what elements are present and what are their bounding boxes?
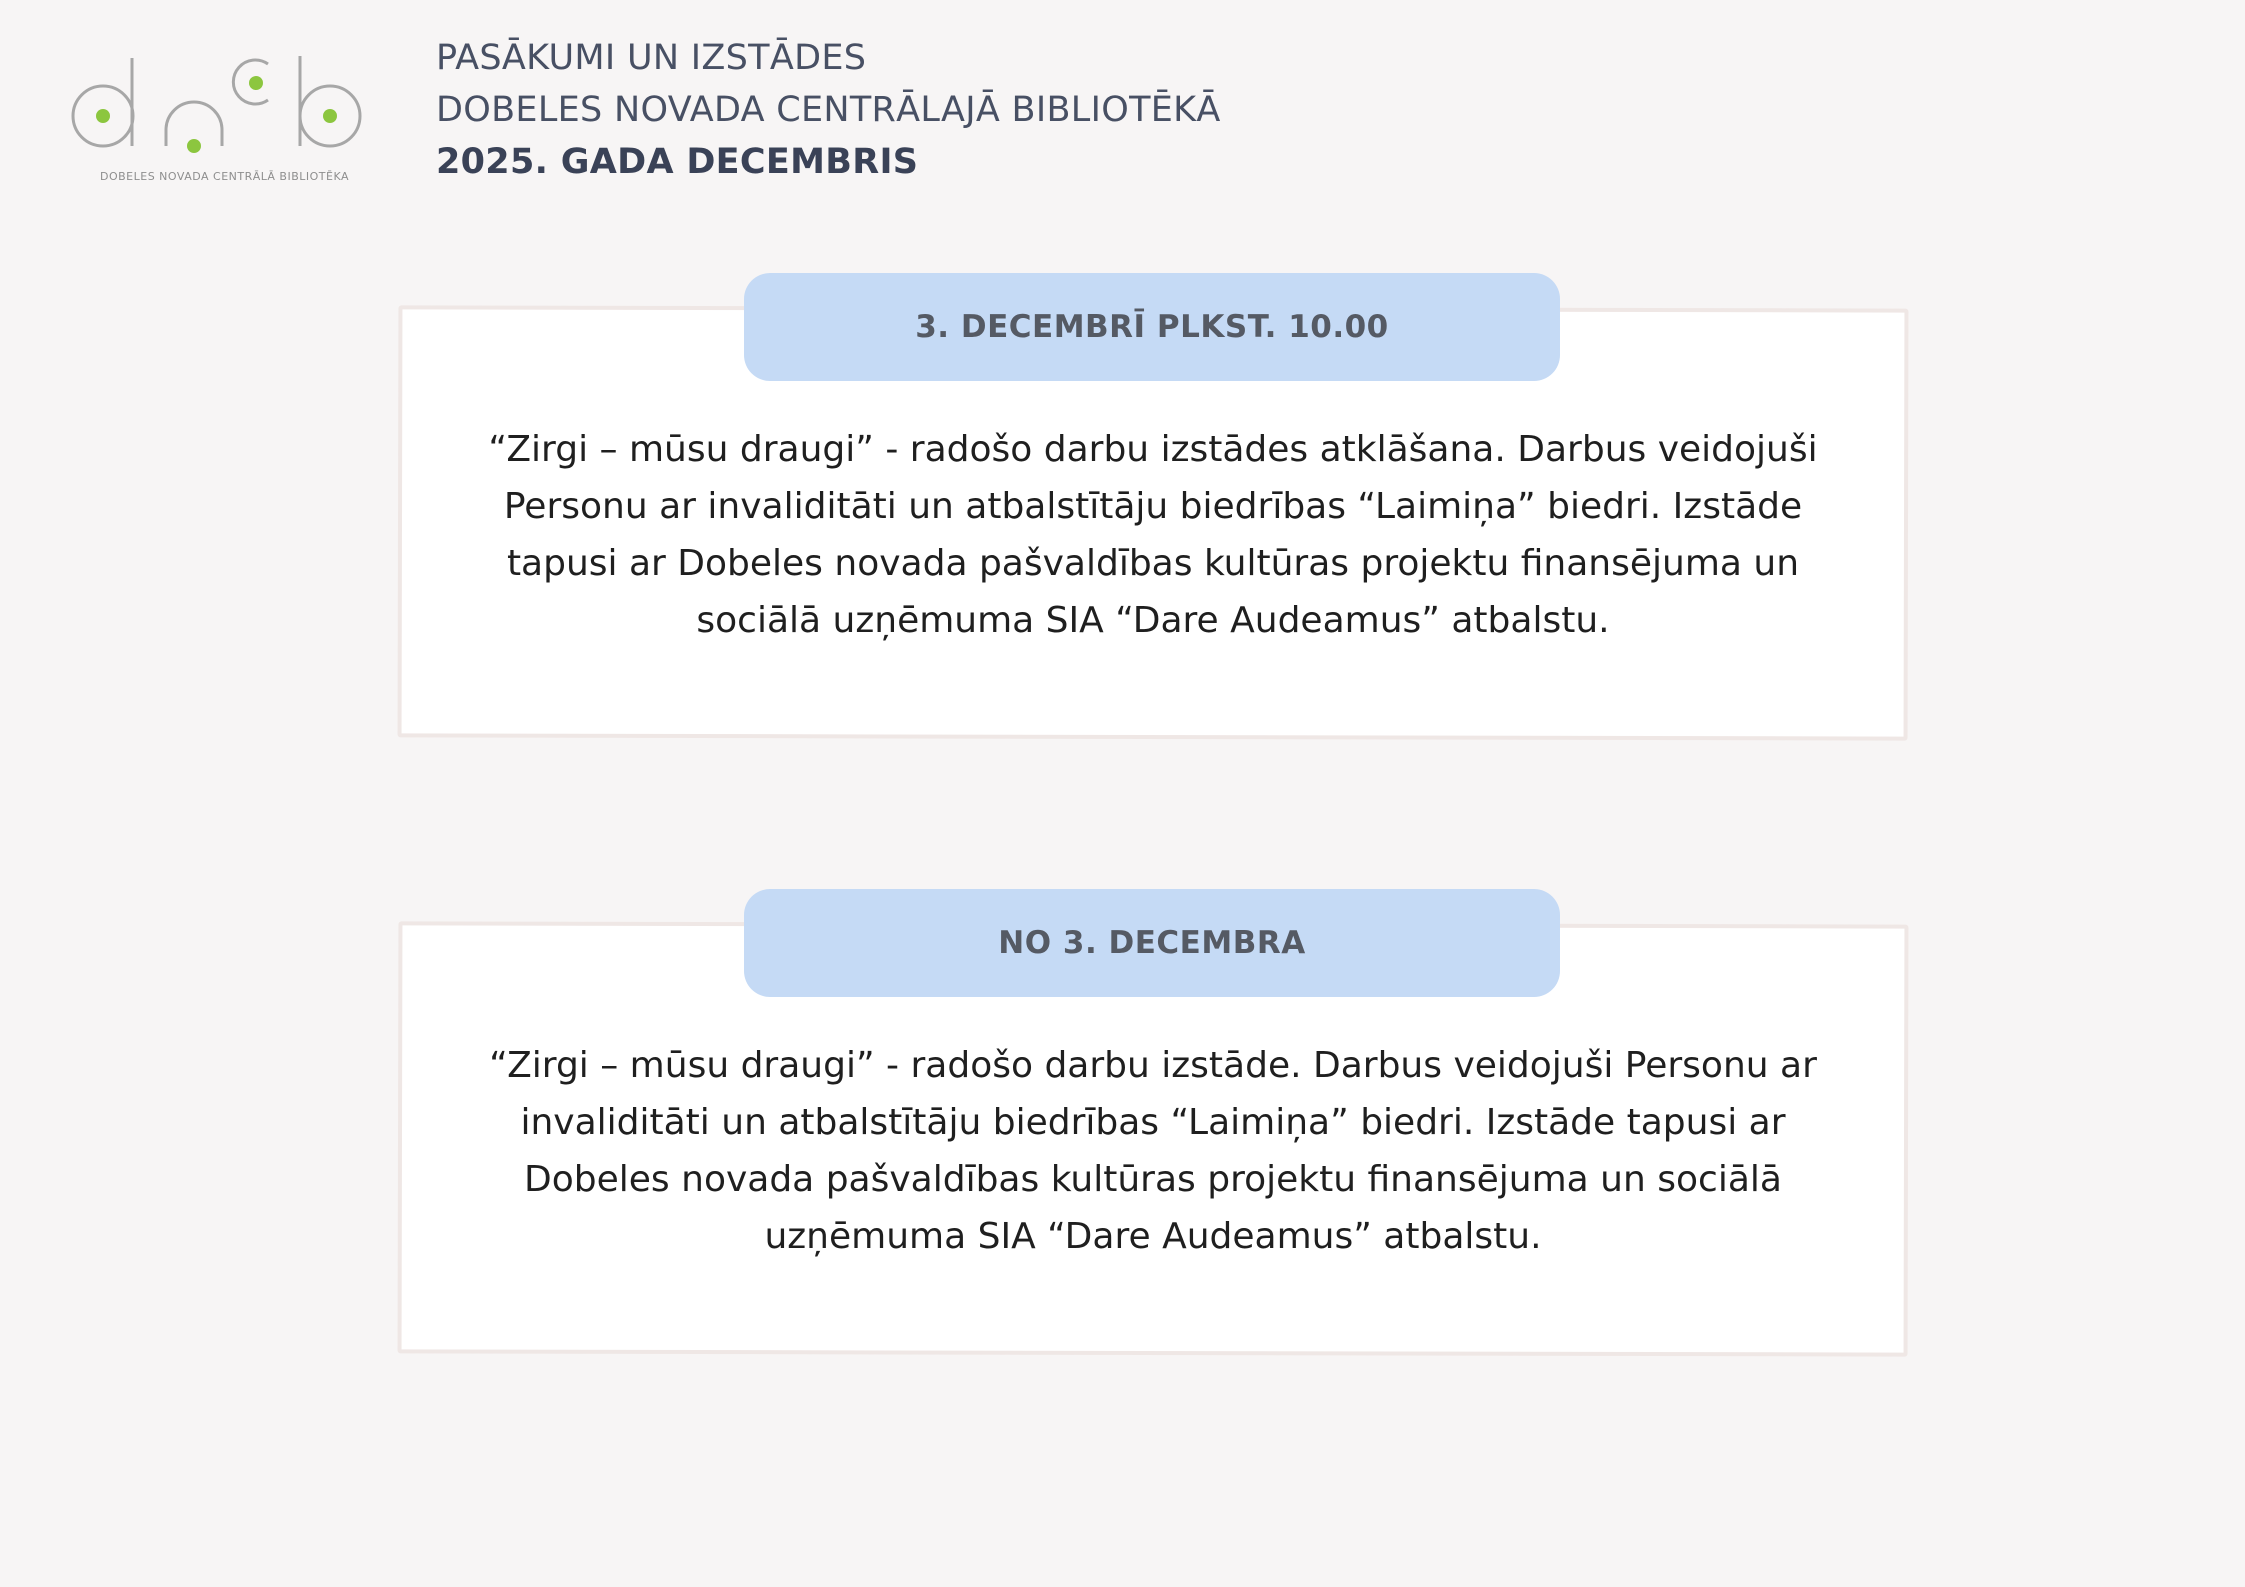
- page-header: [436, 32, 1221, 188]
- logo-caption: DOBELES NOVADA CENTRĀLĀ BIBLIOTĒKA: [100, 170, 349, 183]
- header-title: PASĀKUMI UN IZSTĀDES: [436, 38, 867, 78]
- event-date-badge: 3. DECEMBRĪ PLKST. 10.00: [744, 273, 1560, 381]
- library-logo: [68, 50, 368, 190]
- dncb-logo-icon: [68, 50, 368, 170]
- event-description: “Zirgi – mūsu draugi” - radošo darbu izstāde. Darbus veidojuši Personu ar invaliditāti un atbalstītāju biedrības “Laimiņa” biedri. Izstāde tapusi ar Dobeles novada pašvaldības kultūras projektu finansējuma un sociālā uzņēmuma SIA “Dare Audeamus” atbalstu.: [489, 1045, 1817, 1257]
- header-subtitle: DOBELES NOVADA CENTRĀLAJĀ BIBLIOTĒKĀ: [436, 90, 1221, 130]
- event-description: “Zirgi – mūsu draugi” - radošo darbu izstādes atklāšana. Darbus veidojuši Personu ar invaliditāti un atbalstītāju biedrības “Laimiņa” biedri. Izstāde tapusi ar Dobeles novada pašvaldības kultūras projektu finansējuma un sociālā uzņēmuma SIA “Dare Audeamus” atbalstu.: [488, 429, 1818, 641]
- header-month: 2025. GADA DECEMBRIS: [436, 142, 919, 182]
- event-date-badge: NO 3. DECEMBRA: [744, 889, 1560, 997]
